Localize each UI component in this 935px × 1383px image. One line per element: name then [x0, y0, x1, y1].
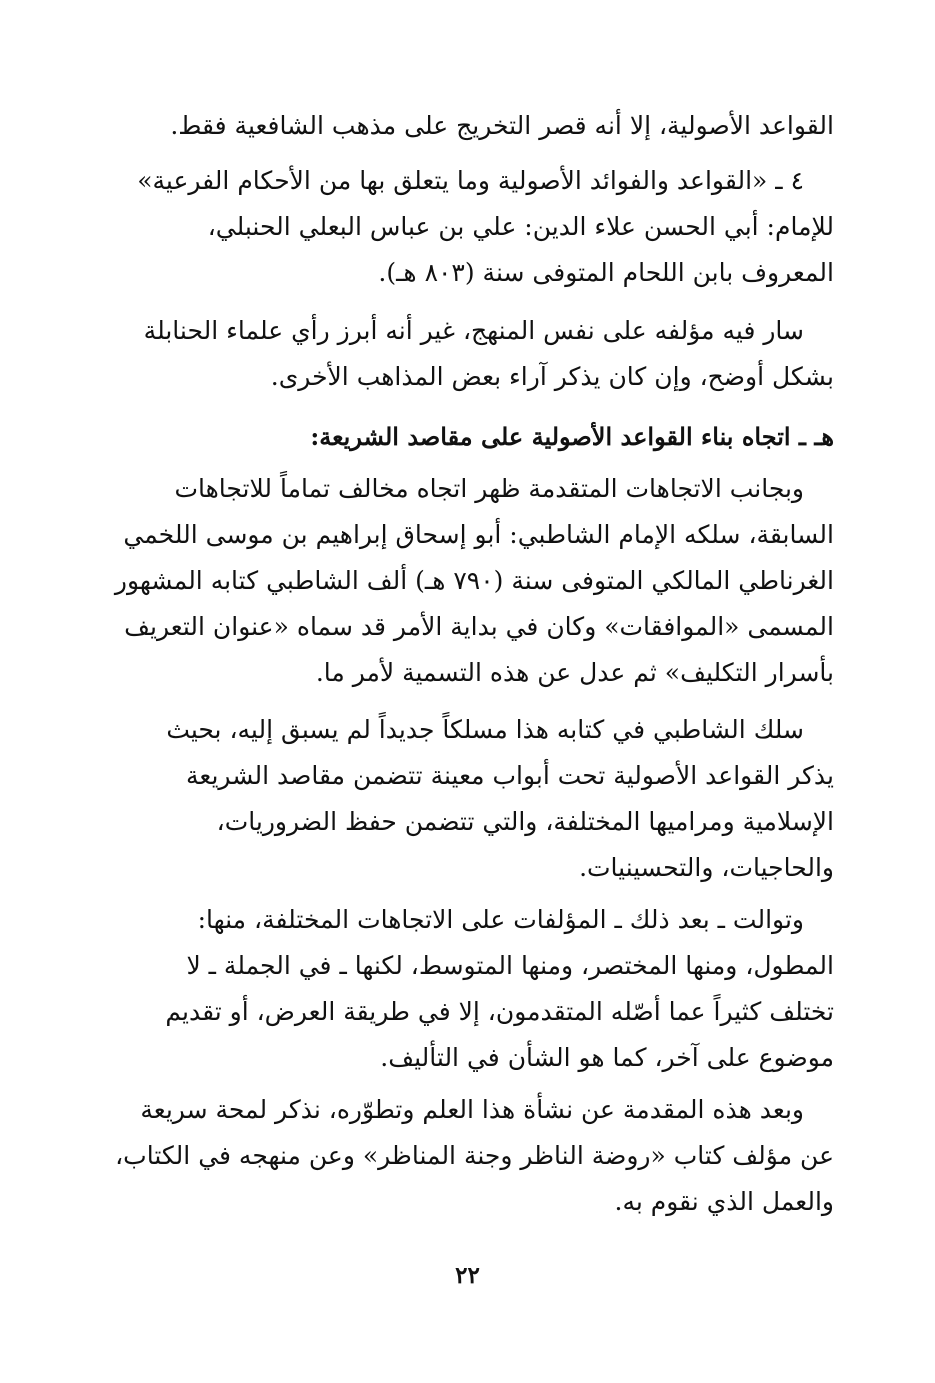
text-line: سار فيه مؤلفه على نفس المنهج، غير أنه أبرز رأي علماء الحنابلة	[143, 316, 804, 345]
text-line: موضوع على آخر، كما هو الشأن في التأليف.	[380, 1043, 834, 1072]
section-heading	[112, 414, 834, 460]
paragraph-continuation	[112, 103, 834, 149]
text-line: والحاجيات، والتحسينيات.	[579, 853, 834, 882]
text-line: الإسلامية ومراميها المختلفة، والتي تتضمن حفظ الضروريات،	[216, 807, 834, 836]
paragraph-shatibi-intro	[112, 466, 834, 696]
text-line: وتوالت ـ بعد ذلك ـ المؤلفات على الاتجاهات المختلفة، منها:	[197, 905, 804, 934]
text-line: سلك الشاطبي في كتابه هذا مسلكاً جديداً لم يسبق إليه، بحيث	[166, 715, 804, 744]
text-line: السابقة، سلكه الإمام الشاطبي: أبو إسحاق إبراهيم بن موسى اللخمي	[123, 520, 834, 549]
text-line: وبجانب الاتجاهات المتقدمة ظهر اتجاه مخالف تماماً للاتجاهات	[174, 474, 804, 503]
text-line: والعمل الذي نقوم به.	[614, 1187, 834, 1216]
paragraph-rawdat-intro	[112, 1087, 834, 1225]
page-number: ٢٢	[455, 1262, 480, 1289]
text-line: ٤ ـ «القواعد والفوائد الأصولية وما يتعلق بها من الأحكام الفرعية»	[137, 166, 804, 195]
text-line: بشكل أوضح، وإن كان يذكر آراء بعض المذاهب الأخرى.	[270, 362, 834, 391]
text-line: وبعد هذه المقدمة عن نشأة هذا العلم وتطوّره، نذكر لمحة سريعة	[140, 1095, 804, 1124]
text-line: المسمى «الموافقات» وكان في بداية الأمر قد سماه «عنوان التعريف	[124, 612, 834, 641]
paragraph-hanbali-method	[112, 308, 834, 400]
text-line: القواعد الأصولية، إلا أنه قصر التخريج على مذهب الشافعية فقط.	[170, 111, 834, 140]
text-line: الغرناطي المالكي المتوفى سنة (٧٩٠ هـ) ألف الشاطبي كتابه المشهور	[114, 566, 834, 595]
paragraph-book-entry-4	[112, 158, 834, 296]
text-line: عن مؤلف كتاب «روضة الناظر وجنة المناظر» وعن منهجه في الكتاب،	[115, 1141, 834, 1170]
text-line: للإمام: أبي الحسن علاء الدين: علي بن عباس البعلي الحنبلي،	[207, 212, 834, 241]
paragraph-later-works	[112, 897, 834, 1081]
text-line: تختلف كثيراً عما أصّله المتقدمون، إلا في طريقة العرض، أو تقديم	[165, 997, 834, 1026]
heading-line: هـ ـ اتجاه بناء القواعد الأصولية على مقاصد الشريعة:	[310, 422, 834, 451]
text-line: بأسرار التكليف» ثم عدل عن هذه التسمية لأمر ما.	[315, 658, 834, 687]
paragraph-shatibi-method	[112, 707, 834, 891]
text-line: المعروف بابن اللحام المتوفى سنة (٨٠٣ هـ).	[378, 258, 834, 287]
text-line: المطول، ومنها المختصر، ومنها المتوسط، لكنها ـ في الجملة ـ لا	[186, 951, 834, 980]
text-line: يذكر القواعد الأصولية تحت أبواب معينة تتضمن مقاصد الشريعة	[185, 761, 834, 790]
